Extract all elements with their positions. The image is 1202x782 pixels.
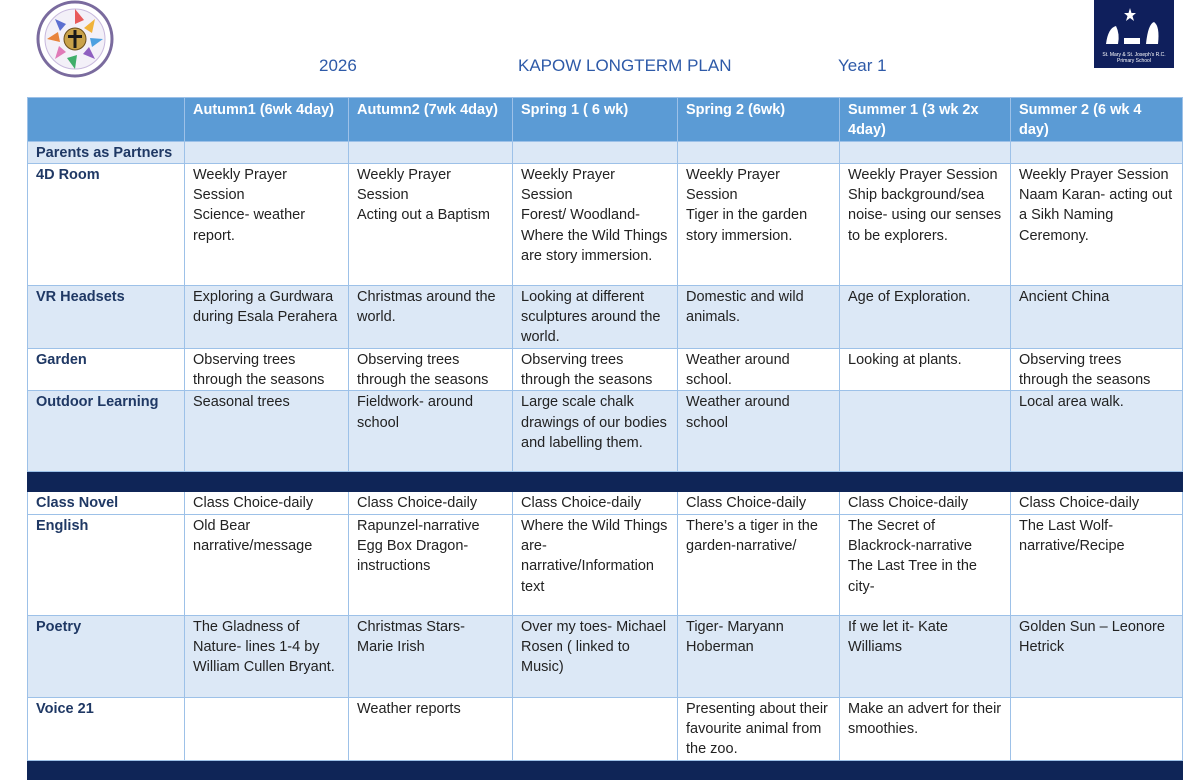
table-cell [349, 348, 513, 391]
cell-text: Seasonal trees [193, 394, 290, 411]
table-cell [349, 285, 513, 348]
table-cell [349, 141, 513, 163]
table-cell [349, 615, 513, 697]
row-label: Outdoor Learning [28, 391, 185, 472]
cell-text: Make an advert for their smoothies. [848, 700, 1002, 737]
table-cell [678, 615, 840, 697]
cell-text: The Secret of Blackrock-narrative [848, 517, 973, 554]
table-cell [678, 348, 840, 391]
table-cell [678, 492, 840, 514]
cell-text: Golden Sun – Leonore Hetrick [1019, 618, 1165, 655]
table-cell [840, 141, 1011, 163]
table-cell [185, 615, 349, 697]
cell-text: Domestic and wild animals. [686, 288, 804, 326]
table-cell [840, 163, 1011, 285]
table-header-row [28, 98, 1183, 142]
cell-text: Fieldwork- around school [357, 394, 474, 431]
table-cell [1011, 492, 1183, 514]
table-row [28, 141, 1183, 163]
cell-text: Weekly Prayer Session [357, 166, 452, 204]
cell-text: Ship background/sea noise- using our senses to be explorers. [848, 187, 1002, 244]
cell-text: Christmas around the world. [357, 288, 496, 326]
longterm-plan-table [27, 97, 1183, 780]
plan-title: KAPOW LONGTERM PLAN [518, 56, 732, 75]
table-row [28, 348, 1183, 391]
cell-text: Weather reports [357, 700, 461, 717]
row-label: Class Novel [28, 492, 185, 514]
cell-text: Weekly Prayer Session [193, 166, 288, 204]
cell-text: Science- weather report. [193, 207, 306, 244]
cell-text: Class Choice-daily [521, 495, 642, 512]
table-cell [513, 514, 678, 615]
row-label: Poetry [28, 615, 185, 697]
cell-text: Looking at plants. [848, 351, 962, 368]
table-cell [840, 697, 1011, 760]
table-row [28, 285, 1183, 348]
cell-text: Christmas Stars- Marie Irish [357, 618, 465, 655]
table-row [28, 615, 1183, 697]
row-label: English [28, 514, 185, 615]
divider-cell [840, 760, 1011, 779]
table-cell [513, 348, 678, 391]
table-cell [185, 514, 349, 615]
table-cell [1011, 615, 1183, 697]
table-cell [840, 492, 1011, 514]
divider-cell [1011, 472, 1183, 492]
table-cell [678, 514, 840, 615]
table-row [28, 391, 1183, 472]
section-divider-row [28, 472, 1183, 492]
column-header: Autumn2 (7wk 4day) [349, 98, 513, 142]
cell-text: Looking at different sculptures around the world. [521, 288, 661, 346]
cell-text: Over my toes- Michael Rosen ( linked to Music) [521, 618, 667, 676]
cell-text: Tiger in the garden story immersion. [686, 207, 808, 244]
row-label: Voice 21 [28, 697, 185, 760]
divider-cell [185, 760, 349, 779]
table-row [28, 492, 1183, 514]
table-cell [678, 285, 840, 348]
cell-text: Egg Box Dragon- instructions [357, 537, 469, 575]
divider-cell [678, 760, 840, 779]
column-header: Summer 1 (3 wk 2x 4day) [840, 98, 1011, 142]
cell-text: Old Bear narrative/message [193, 517, 313, 554]
column-header [28, 98, 185, 142]
table-cell [513, 697, 678, 760]
table-cell [840, 285, 1011, 348]
nativity-star-icon [1094, 0, 1174, 50]
table-cell [840, 348, 1011, 391]
table-cell [1011, 391, 1183, 472]
cell-text: Observing trees through the seasons [521, 351, 653, 389]
table-cell [185, 285, 349, 348]
cell-text: Naam Karan- acting out a Sikh Naming Ceremony. [1019, 187, 1173, 244]
table-cell [349, 514, 513, 615]
table-row [28, 163, 1183, 285]
divider-cell [28, 760, 185, 779]
divider-cell [840, 472, 1011, 492]
divider-cell [28, 472, 185, 492]
cell-text: Weekly Prayer Session [1019, 166, 1169, 183]
table-cell [349, 697, 513, 760]
divider-cell [185, 472, 349, 492]
table-cell [678, 391, 840, 472]
cell-text: Observing trees through the seasons [193, 351, 325, 389]
plan-class-year: Year 1 [838, 56, 887, 75]
table-row [28, 514, 1183, 615]
table-cell [513, 391, 678, 472]
plan-year: 2026 [319, 56, 357, 75]
table-cell [513, 615, 678, 697]
cell-text: Local area walk. [1019, 394, 1124, 411]
cell-text: Class Choice-daily [193, 495, 314, 512]
table-cell [185, 697, 349, 760]
cell-text: There’s a tiger in the garden-narrative/ [686, 517, 818, 554]
table-row [28, 697, 1183, 760]
divider-cell [1011, 760, 1183, 779]
table-cell [185, 348, 349, 391]
divider-cell [513, 760, 678, 779]
table-cell [513, 492, 678, 514]
column-header: Spring 1 ( 6 wk) [513, 98, 678, 142]
cell-text: Class Choice-daily [848, 495, 969, 512]
cell-text: Weekly Prayer Session [848, 166, 998, 183]
row-label: 4D Room [28, 163, 185, 285]
column-header: Autumn1 (6wk 4day) [185, 98, 349, 142]
table-cell [1011, 514, 1183, 615]
table-cell [1011, 697, 1183, 760]
divider-cell [349, 472, 513, 492]
table-cell [185, 391, 349, 472]
cell-text: Observing trees through the seasons [1019, 351, 1151, 389]
table-cell [513, 141, 678, 163]
cell-text: Tiger- Maryann Hoberman [686, 618, 784, 655]
cell-text: The Last Wolf- narrative/Recipe [1019, 517, 1125, 554]
school-crest-logo [32, 0, 118, 78]
table-cell [678, 141, 840, 163]
table-cell [678, 163, 840, 285]
row-label: Garden [28, 348, 185, 391]
cell-text: Weather around school. [686, 351, 790, 389]
cell-text: Weekly Prayer Session [686, 166, 781, 204]
table-cell [678, 697, 840, 760]
cell-text: Exploring a Gurdwara during Esala Perahera [193, 288, 338, 326]
table-cell [840, 514, 1011, 615]
cell-text: If we let it- Kate Williams [848, 618, 948, 655]
cell-text: Class Choice-daily [357, 495, 478, 512]
cell-text: Class Choice-daily [686, 495, 807, 512]
cell-text: Weekly Prayer Session [521, 166, 616, 204]
table-cell [185, 163, 349, 285]
table-cell [349, 163, 513, 285]
table-cell [1011, 163, 1183, 285]
table-cell [1011, 348, 1183, 391]
cell-text: The Gladness of Nature- lines 1-4 by William Cullen Bryant. [193, 618, 335, 676]
table-cell [185, 492, 349, 514]
column-header: Summer 2 (6 wk 4 day) [1011, 98, 1183, 142]
cell-text: Presenting about their favourite animal from the zoo. [686, 700, 828, 758]
cell-text: Acting out a Baptism [357, 207, 490, 224]
table-cell [513, 163, 678, 285]
divider-cell [349, 760, 513, 779]
cell-text: Large scale chalk drawings of our bodies and labelling them. [521, 394, 667, 451]
divider-cell [513, 472, 678, 492]
section-divider-row [28, 760, 1183, 779]
school-badge-logo [1094, 0, 1174, 68]
row-label: VR Headsets [28, 285, 185, 348]
divider-cell [678, 472, 840, 492]
cell-text: Forest/ Woodland- Where the Wild Things are story immersion. [521, 207, 668, 265]
row-label: Parents as Partners [28, 141, 185, 163]
table-cell [1011, 285, 1183, 348]
cell-text: Ancient China [1019, 288, 1110, 305]
table-cell [185, 141, 349, 163]
cell-text: Where the Wild Things are- narrative/Information text [521, 517, 668, 595]
table-cell [1011, 141, 1183, 163]
table-cell [840, 391, 1011, 472]
cell-text: Age of Exploration. [848, 288, 971, 305]
cell-text: The Last Tree in the city- [848, 558, 977, 595]
cell-text: Weather around school [686, 394, 790, 431]
table-cell [349, 492, 513, 514]
table-cell [513, 285, 678, 348]
cell-text: Rapunzel-narrative [357, 517, 480, 534]
table-cell [349, 391, 513, 472]
cell-text: Observing trees through the seasons [357, 351, 489, 389]
cell-text: Class Choice-daily [1019, 495, 1140, 512]
table-cell [840, 615, 1011, 697]
column-header: Spring 2 (6wk) [678, 98, 840, 142]
school-name: St. Mary & St. Joseph's R.C. Primary School [1102, 52, 1166, 64]
